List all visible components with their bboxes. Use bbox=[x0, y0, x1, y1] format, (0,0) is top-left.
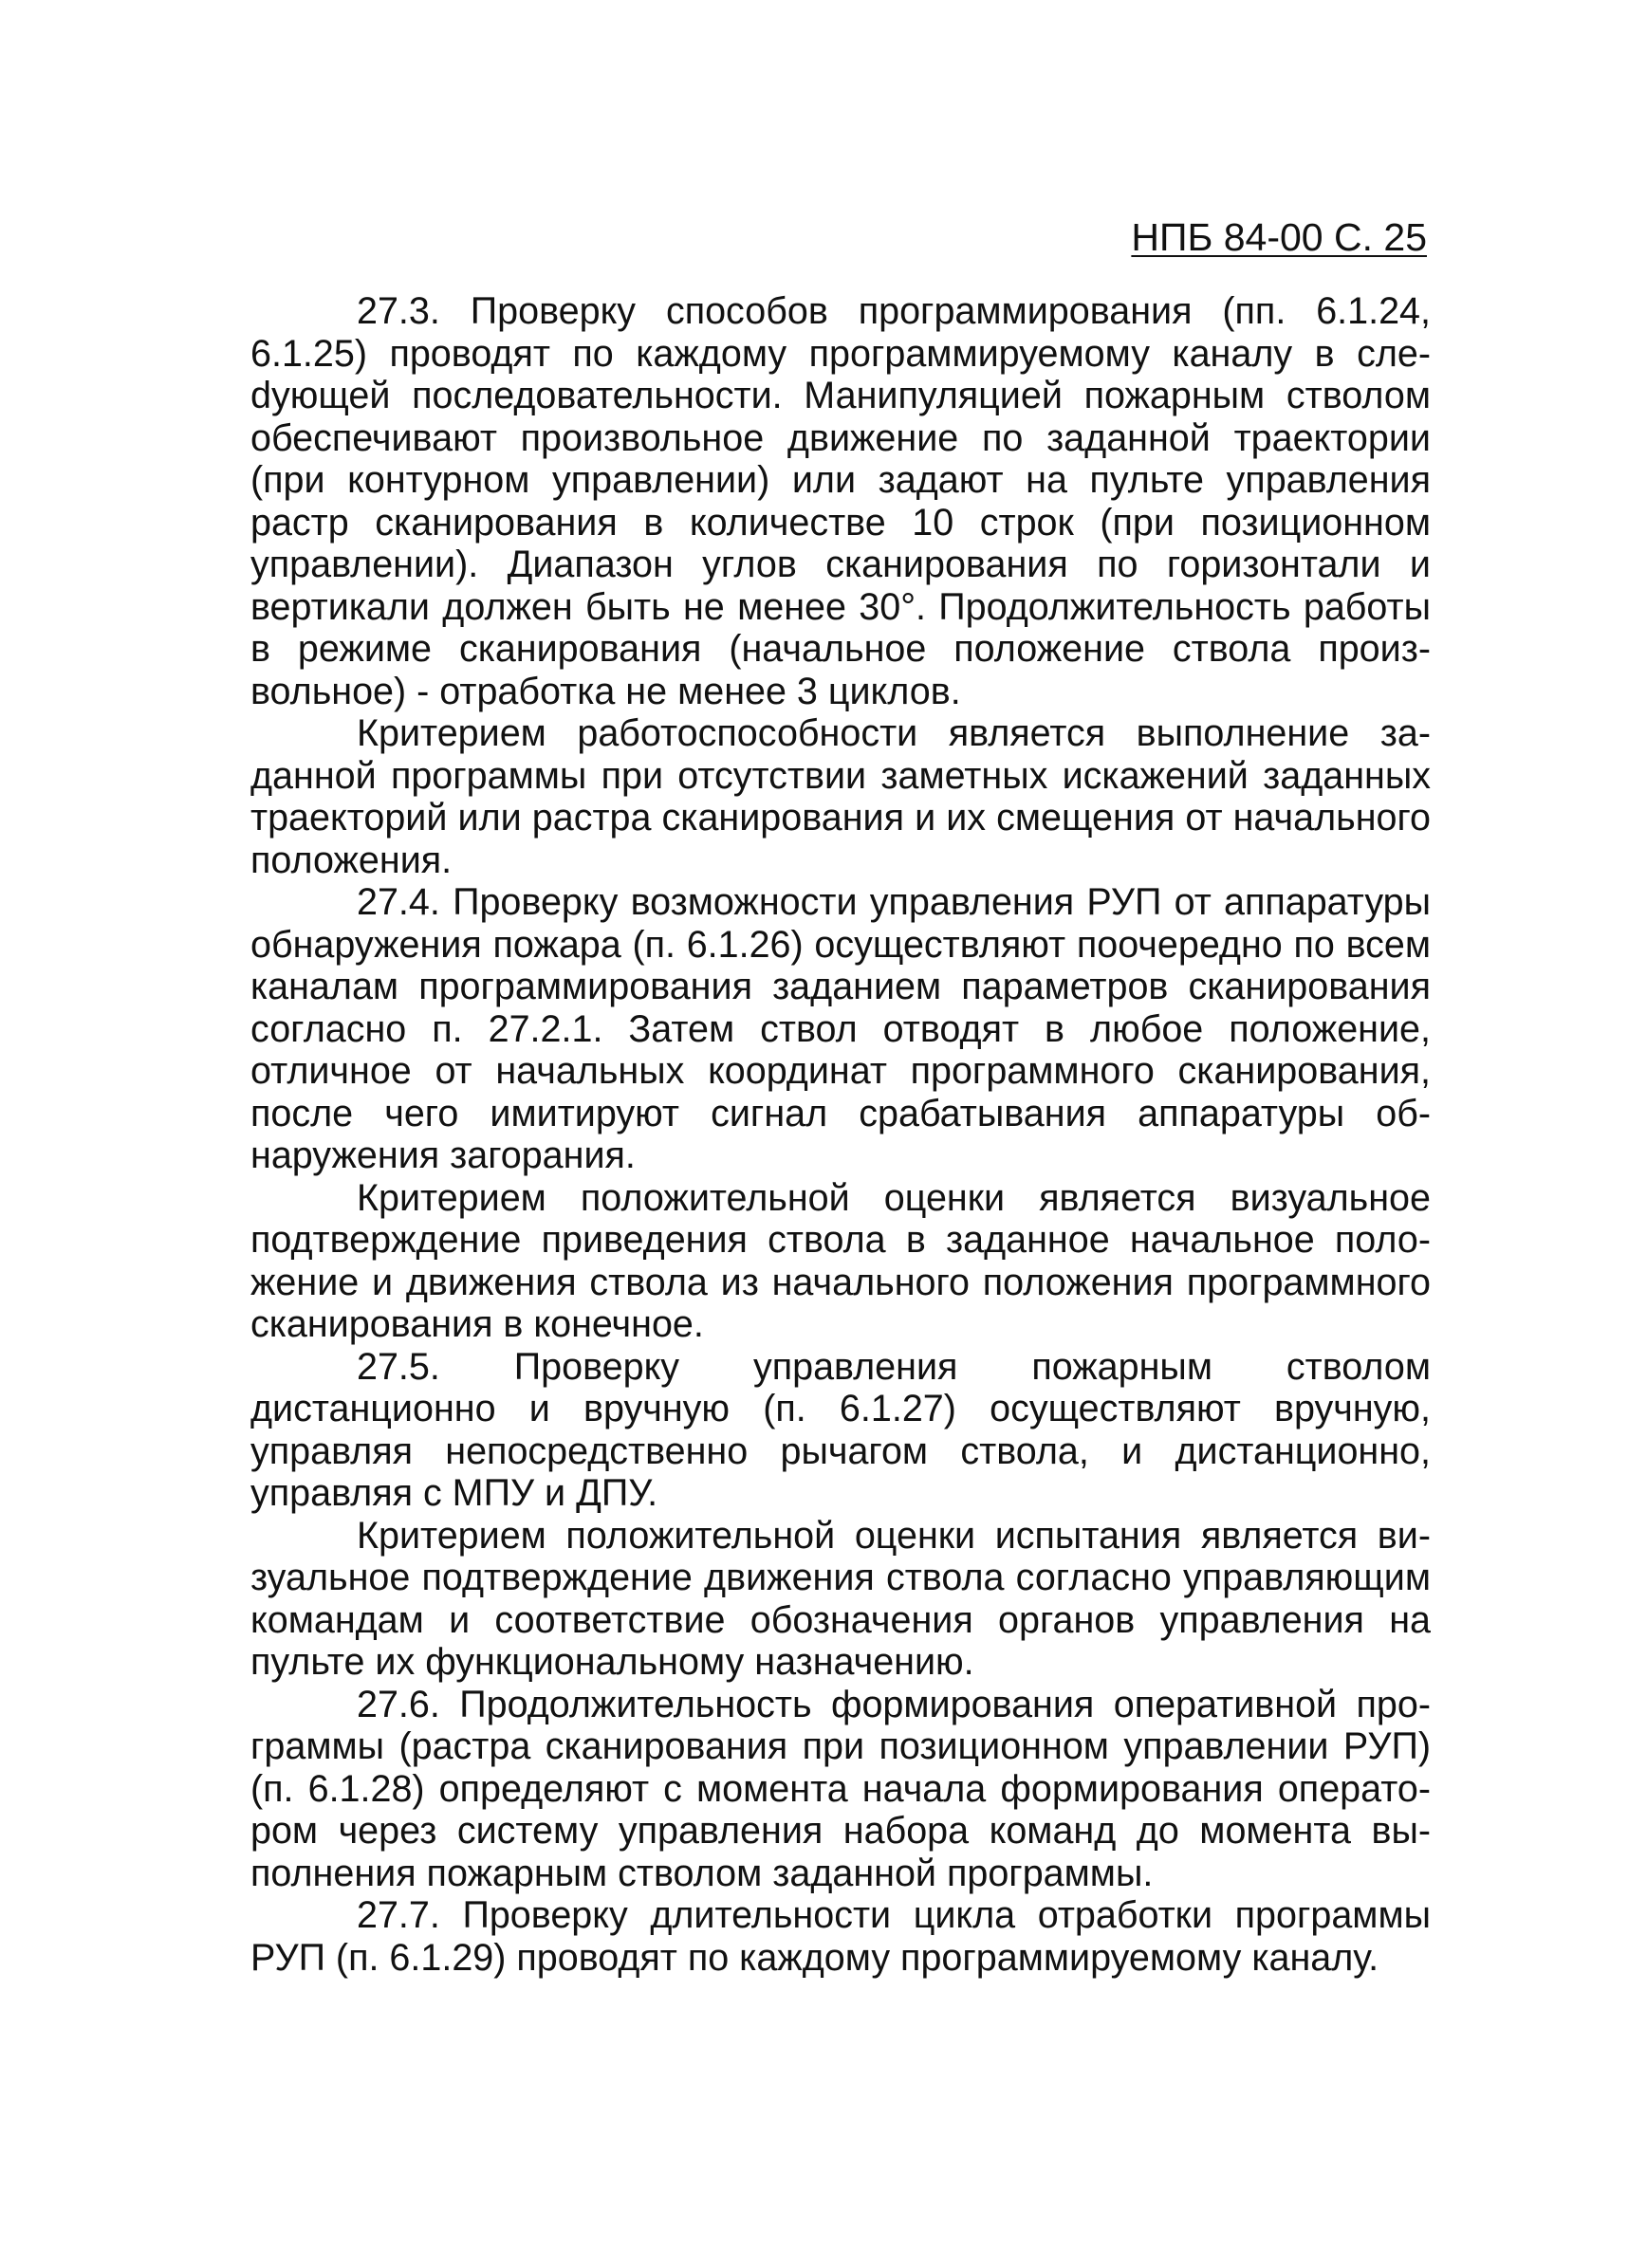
paragraph-27-5-criterion: Критерием положительной оценки испытания является визуальное подтверждение движения ствола согласно управляющим командам и соответствие обозначения органов управления на пульте их функциональному назначению. bbox=[250, 1514, 1431, 1683]
paragraph-27-7: 27.7. Проверку длительности цикла отработки программы РУП (п. 6.1.29) проводят по каждому программируемому каналу. bbox=[250, 1894, 1431, 1979]
paragraph-27-3-criterion: Критерием работоспособности является выполнение заданной программы при отсутствии заметных искажений заданных траекторий или растра сканирования и их смещения от начального положения. bbox=[250, 712, 1431, 881]
paragraph-27-4: 27.4. Проверку возможности управления РУП от аппаратуры обнаружения пожара (п. 6.1.26) осуществляют поочередно по всем каналам программирования заданием параметров сканирования согласно п. 27.2.1. Затем ствол отводят в любое положение, отличное от начальных координат программного сканирования, после чего имитируют сигнал срабатывания аппаратуры обнаружения загорания. bbox=[250, 881, 1431, 1176]
paragraph-27-5: 27.5. Проверку управления пожарным стволом дистанционно и вручную (п. 6.1.27) осуществляют вручную, управляя непосредственно рычагом ствола, и дистанционно, управляя с МПУ и ДПУ. bbox=[250, 1345, 1431, 1514]
paragraph-27-3: 27.3. Проверку способов программирования (пп. 6.1.24, 6.1.25) проводят по каждому программируемому каналу в слеdующей последовательности. Манипуляцией пожарным стволом обеспечивают произвольное движение по заданной траектории (при контурном управлении) или задают на пульте управления растр сканирования в количестве 10 строк (при позиционном управлении). Диапазон углов сканирования по горизонтали и вертикали должен быть не менее 30°. Продолжительность работы в режиме сканирования (начальное положение ствола произвольное) - отработка не менее 3 циклов. bbox=[250, 290, 1431, 712]
paragraph-27-4-criterion: Критерием положительной оценки является визуальное подтверждение приведения ствола в заданное начальное положение и движения ствола из начального положения программного сканирования в конечное. bbox=[250, 1176, 1431, 1345]
paragraph-27-6: 27.6. Продолжительность формирования оперативной программы (растра сканирования при позиционном управлении РУП) (п. 6.1.28) определяют с момента начала формирования оператором через систему управления набора команд до момента выполнения пожарным стволом заданной программы. bbox=[250, 1683, 1431, 1894]
page-header: НПБ 84-00 С. 25 bbox=[1131, 215, 1427, 259]
body-text bbox=[250, 290, 1431, 1979]
